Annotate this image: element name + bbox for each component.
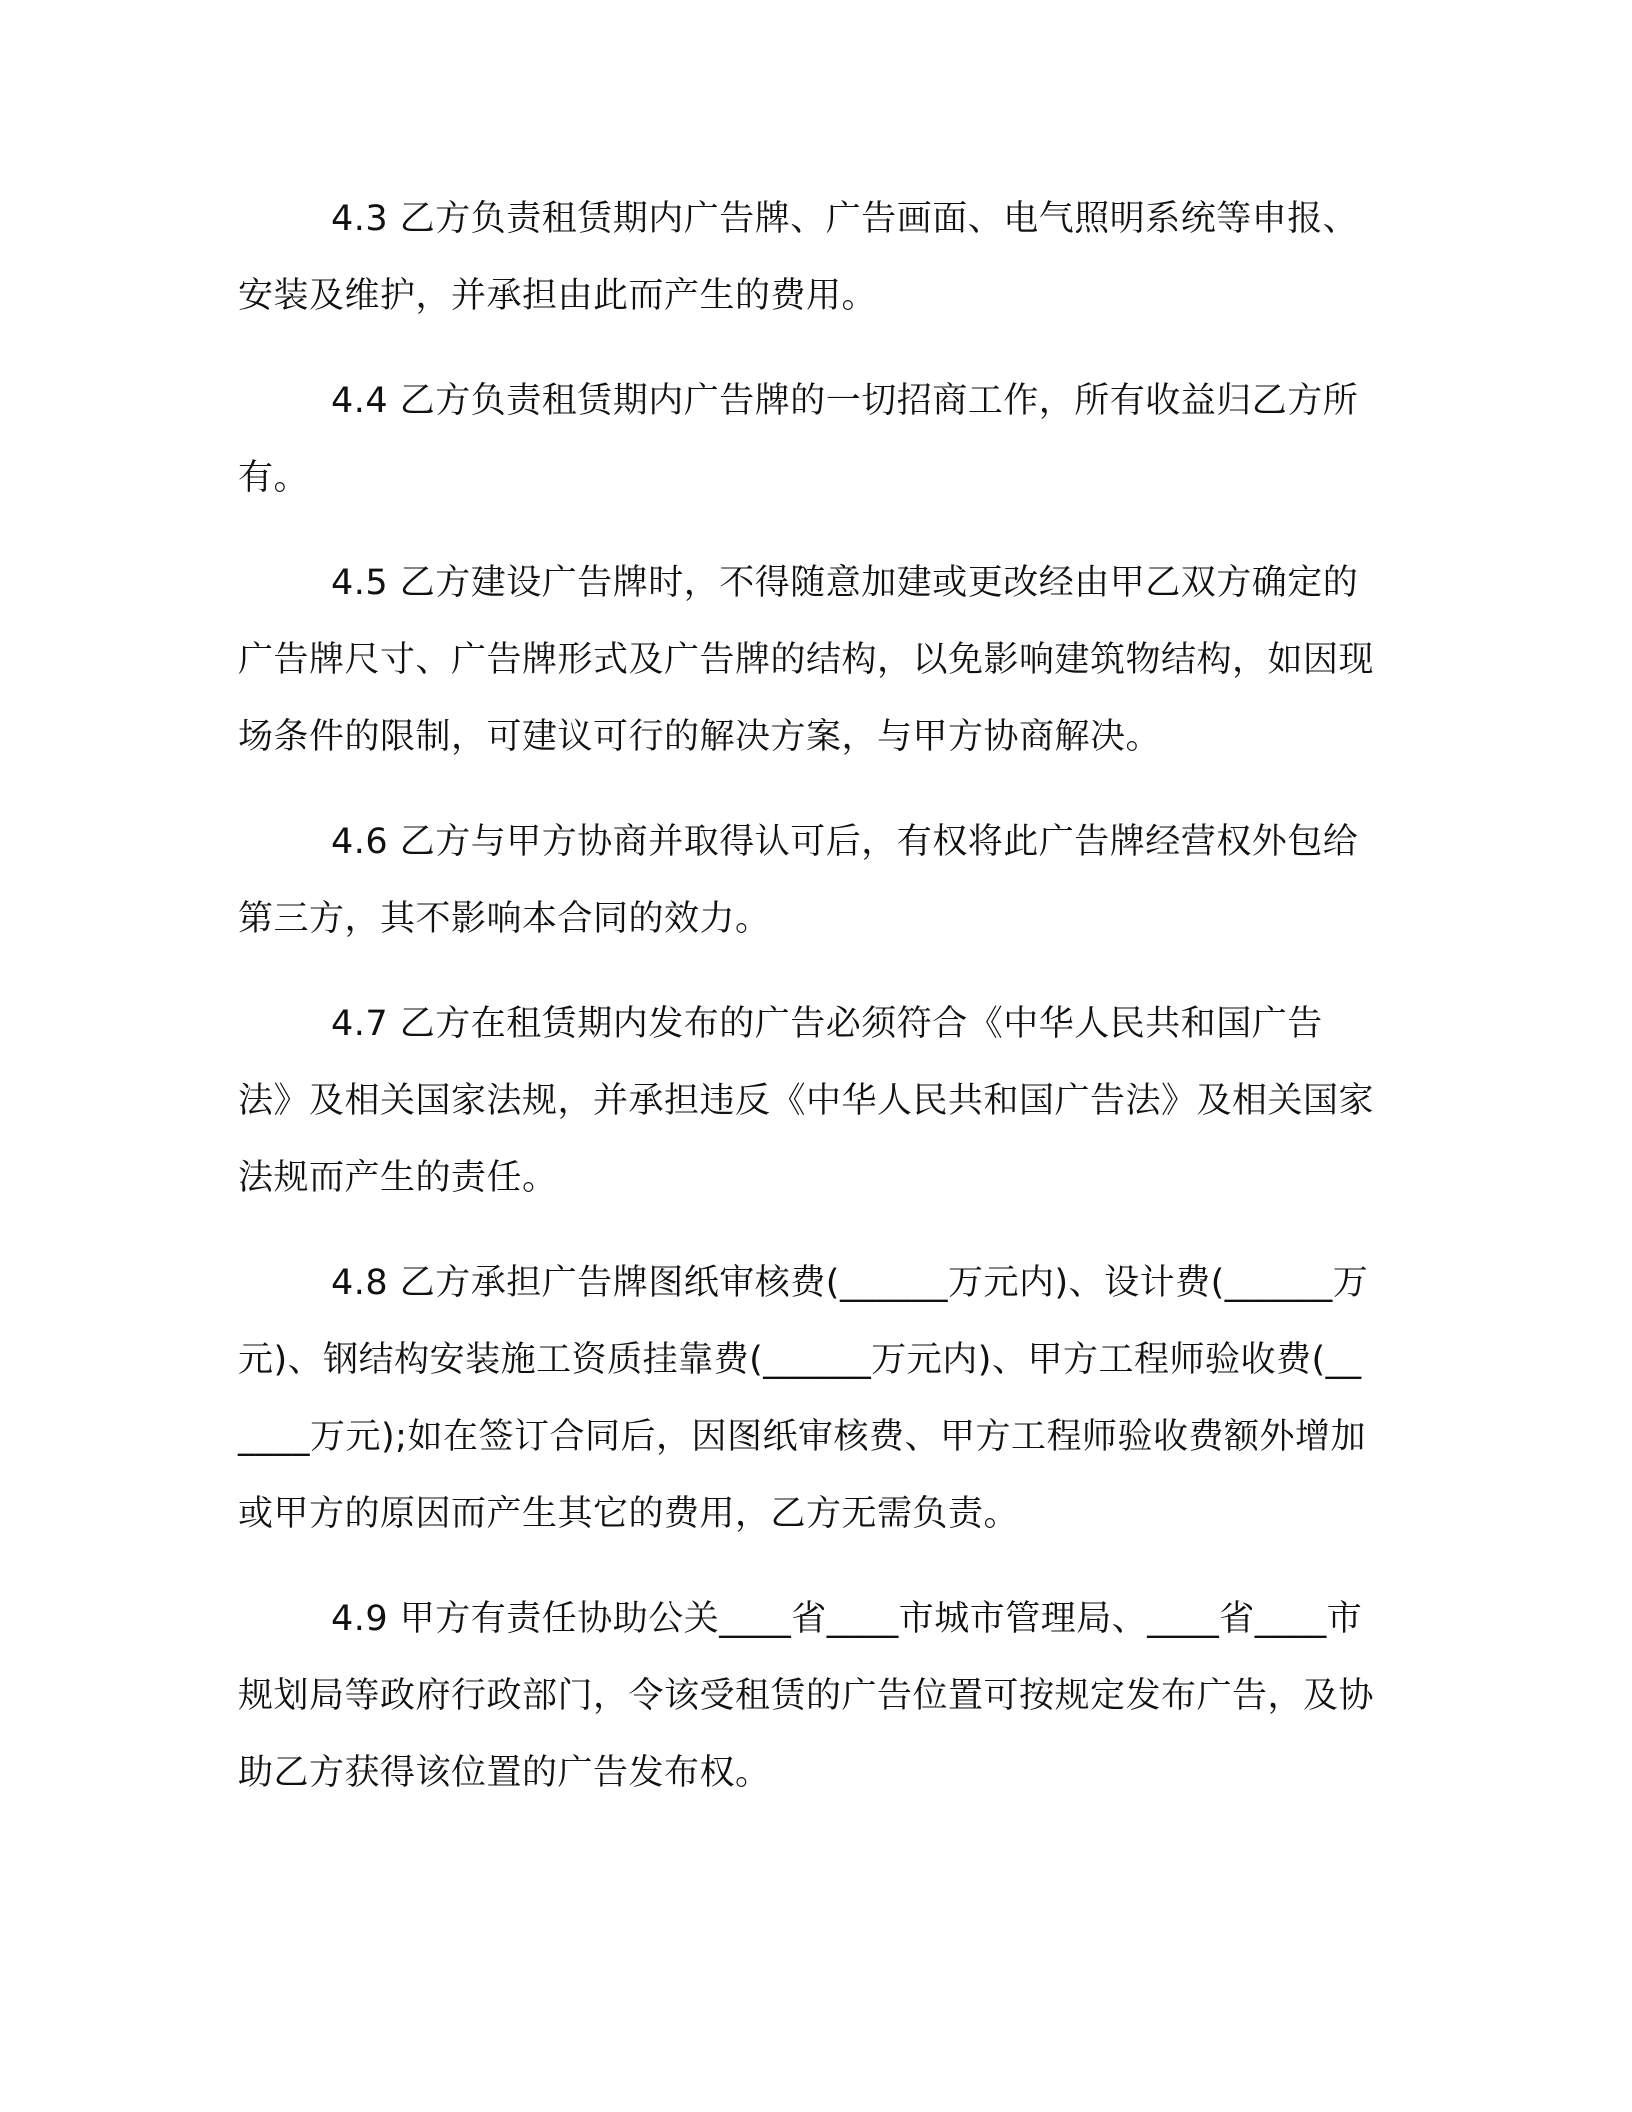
clause-4-8: 4.8 乙方承担广告牌图纸审核费(______万元内)、设计费(______万元)、钢结构安装施工资质挂靠费(______万元内)、甲方工程师验收费(______万元);如在签订合同后，因图纸审核费、甲方工程师验收费额外增加或甲方的原因而产生其它的费用，乙方无需负责。: [238, 1263, 1369, 1534]
clause-4-4: 4.4 乙方负责租赁期内广告牌的一切招商工作，所有收益归乙方所有。: [238, 381, 1359, 498]
clause-4-9: 4.9 甲方有责任协助公关____省____市城市管理局、____省____市规划局等政府行政部门，令该受租赁的广告位置可按规定发布广告，及协助乙方获得该位置的广告发布权。: [238, 1599, 1375, 1793]
clause-4-7: 4.7 乙方在租赁期内发布的广告必须符合《中华人民共和国广告法》及相关国家法规，并承担违反《中华人民共和国广告法》及相关国家法规而产生的责任。: [238, 1004, 1375, 1198]
clause-4-5: 4.5 乙方建设广告牌时，不得随意加建或更改经由甲乙双方确定的广告牌尺寸、广告牌形式及广告牌的结构，以免影响建筑物结构，如因现场条件的限制，可建议可行的解决方案，与甲方协商解决。: [238, 563, 1375, 757]
clause-4-6: 4.6 乙方与甲方协商并取得认可后，有权将此广告牌经营权外包给第三方，其不影响本合同的效力。: [238, 822, 1359, 939]
contract-body: [238, 181, 1376, 1840]
clause-4-3: 4.3 乙方负责租赁期内广告牌、广告画面、电气照明系统等申报、安装及维护，并承担由此而产生的费用。: [238, 199, 1359, 316]
